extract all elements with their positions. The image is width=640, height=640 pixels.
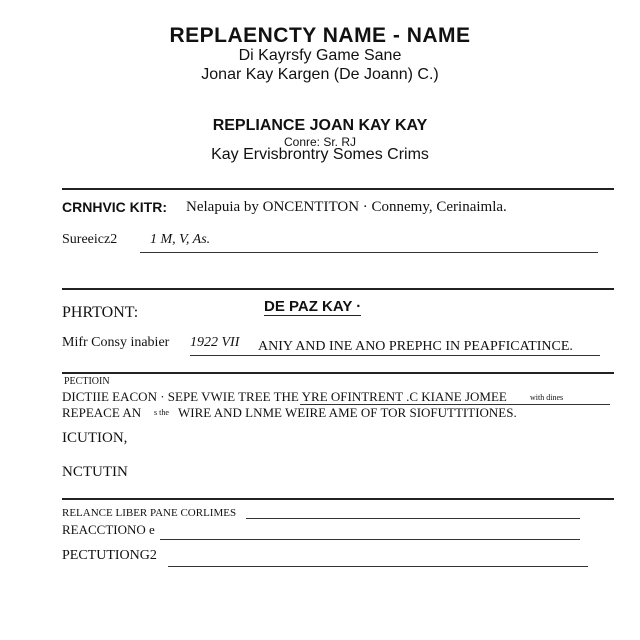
section3-line-2: WIRE AND LNME WEIRE AME OF TOR SIOFUTTITIONES. xyxy=(178,405,517,420)
section2-label: PHRTONT: xyxy=(62,304,139,321)
section-subtitle-2: Kay Ervisbrontry Somes Crims xyxy=(211,146,429,163)
divider-1 xyxy=(62,188,614,190)
section1-label: CRNHVIC KITR: xyxy=(62,199,167,215)
section3-item-2: NCTUTIN xyxy=(62,464,128,480)
divider-2 xyxy=(62,288,614,290)
section4-field-3-line[interactable] xyxy=(168,566,588,567)
section3-line-2-small: s the xyxy=(154,408,169,417)
section3-line-1-small: with dines xyxy=(530,393,564,402)
section-subtitle-1: Conre: Sr. RJ xyxy=(283,135,357,149)
section3-line-2-prefix: REPEACE AN xyxy=(62,405,142,420)
section2-line-value[interactable]: 1922 VII xyxy=(190,335,240,350)
section3-line-1: DICTIIE EACON · SEPE VWIE TREE THE YRE OFINTRENT .C KIANE JOMEE xyxy=(62,389,507,404)
section4-field-1-label: RELANCE LIBER PANE CORLIMES xyxy=(62,507,237,519)
section2-line-text: ANIY AND INE ANO PREPHC IN PEAPFICATINCE. xyxy=(258,339,573,354)
section3-small-label: PECTIOIN xyxy=(64,376,110,387)
section4-field-1-line[interactable] xyxy=(246,518,580,519)
section4-field-2-label: REACCTIONO e xyxy=(62,522,155,537)
section2-line-underline xyxy=(190,355,600,356)
form-subtitle-1: Di Kayrsfy Game Sane xyxy=(238,47,402,64)
section4-field-2-line[interactable] xyxy=(160,539,580,540)
section1-text: Nelapuia by ONCENTITON · Connemy, Cerinaimla. xyxy=(186,199,507,215)
form-subtitle-2: Jonar Kay Kargen (De Joann) C.) xyxy=(201,66,439,83)
section-title: REPLIANCE JOAN KAY KAY xyxy=(212,117,428,134)
section2-name: DE PAZ KAY · xyxy=(264,298,362,315)
section1-field-value[interactable]: 1 M, V, As. xyxy=(150,232,211,247)
section3-item-1: ICUTION, xyxy=(62,430,128,446)
form-title: REPLAENCTY NAME - NAME xyxy=(169,24,471,47)
divider-3 xyxy=(62,372,614,374)
section4-field-3-label: PECTUTIONG2 xyxy=(62,548,157,563)
divider-4 xyxy=(62,498,614,500)
section1-field-line xyxy=(140,252,598,253)
section1-field-label: Sureeicz2 xyxy=(62,232,118,247)
section2-line-label: Mifr Consy inabier xyxy=(62,335,170,350)
